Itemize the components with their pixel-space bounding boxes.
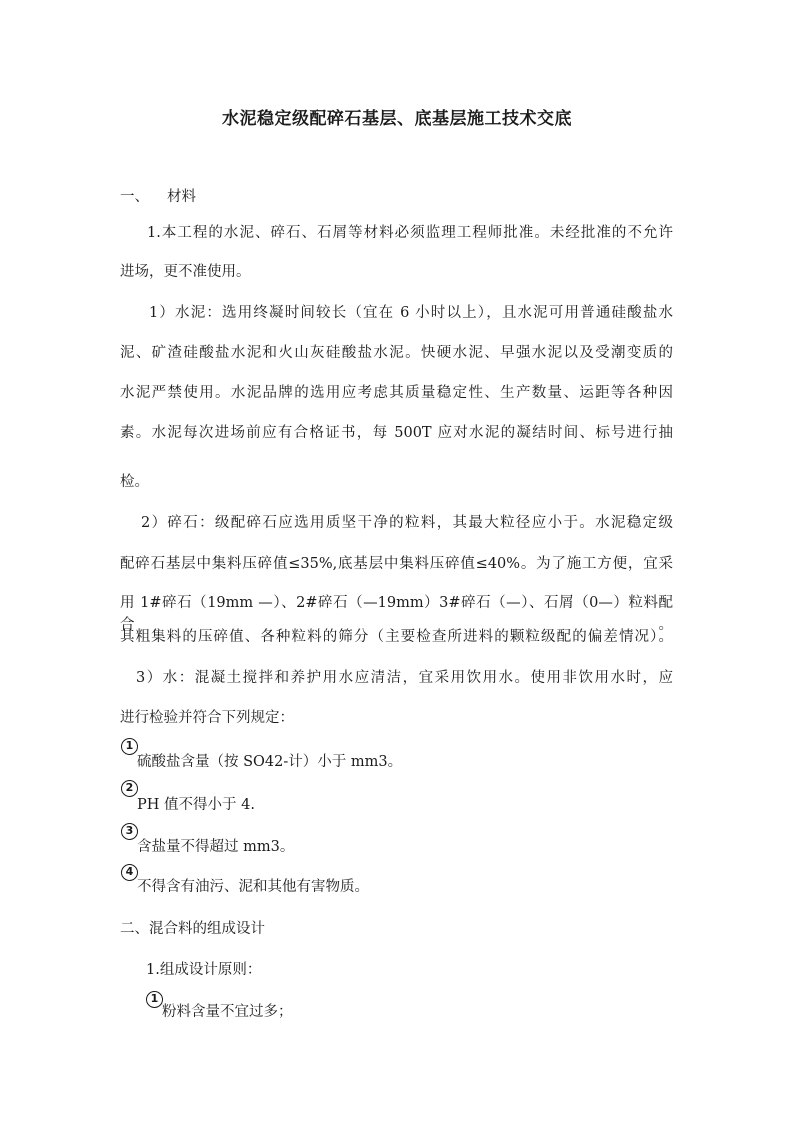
section-1-title: 材料 bbox=[167, 189, 196, 205]
circled-number-3-marker: 3 bbox=[121, 823, 138, 840]
cement-line-5: 检。 bbox=[120, 474, 149, 490]
cement-line-1: 1）水泥：选用终凝时间较长（宜在 6 小时以上），且水泥可用普通硅酸盐水 bbox=[149, 305, 673, 321]
gravel-line-3: 用 1#碎石（19mm —）、2#碎石（—19mm）3#碎石（—）、石屑（0—）粒料配合。 bbox=[120, 595, 673, 633]
water-item-4: 不得含有油污、泥和其他有害物质。 bbox=[137, 879, 369, 895]
gravel-line-1: 2）碎石：级配碎石应选用质坚干净的粒料，其最大粒径应小于。水泥稳定级 bbox=[141, 515, 673, 531]
gravel-line-4: 其粗集料的压碎值、各种粒料的筛分（主要检查所进料的颗粒级配的偏差情况）。 bbox=[120, 629, 673, 645]
circled-number-1-marker: 1 bbox=[121, 738, 138, 755]
water-item-2: PH 值不得小于 4. bbox=[137, 797, 255, 813]
circled-number-2-marker: 2 bbox=[121, 780, 138, 797]
circled-number-1-marker: 1 bbox=[146, 991, 163, 1008]
water-line-2: 进行检验并符合下列规定： bbox=[120, 710, 294, 726]
gravel-line-2: 配碎石基层中集料压碎值≤35%,底基层中集料压碎值≤40%。为了施工方便，宜采 bbox=[120, 556, 673, 572]
water-item-1: 硫酸盐含量（按 SO42-计）小于 mm3。 bbox=[137, 754, 403, 770]
section-1-number: 一、 bbox=[120, 189, 149, 205]
cement-line-4: 素。水泥每次进场前应有合格证书，每 500T 应对水泥的凝结时间、标号进行抽 bbox=[120, 425, 673, 441]
material-approval-line-2: 进场，更不准使用。 bbox=[120, 264, 251, 280]
design-principle-heading: 1.组成设计原则： bbox=[146, 962, 262, 978]
section-2-title: 二、混合料的组成设计 bbox=[120, 921, 265, 937]
circled-number-4-marker: 4 bbox=[121, 864, 138, 881]
cement-line-3: 水泥严禁使用。水泥品牌的选用应考虑其质量稳定性、生产数量、运距等各种因 bbox=[120, 385, 673, 401]
document-title: 水泥稳定级配碎石基层、底基层施工技术交底 bbox=[222, 109, 572, 129]
water-line-1: 3）水：混凝土搅拌和养护用水应清洁，宜采用饮用水。使用非饮用水时，应 bbox=[136, 670, 673, 686]
water-item-3: 含盐量不得超过 mm3。 bbox=[137, 839, 295, 855]
material-approval-line-1: 1.本工程的水泥、碎石、石屑等材料必须监理工程师批准。未经批准的不允许 bbox=[147, 225, 673, 241]
cement-line-2: 泥、矿渣硅酸盐水泥和火山灰硅酸盐水泥。快硬水泥、早强水泥以及受潮变质的 bbox=[120, 345, 673, 361]
design-item-1: 粉料含量不宜过多； bbox=[162, 1004, 293, 1020]
